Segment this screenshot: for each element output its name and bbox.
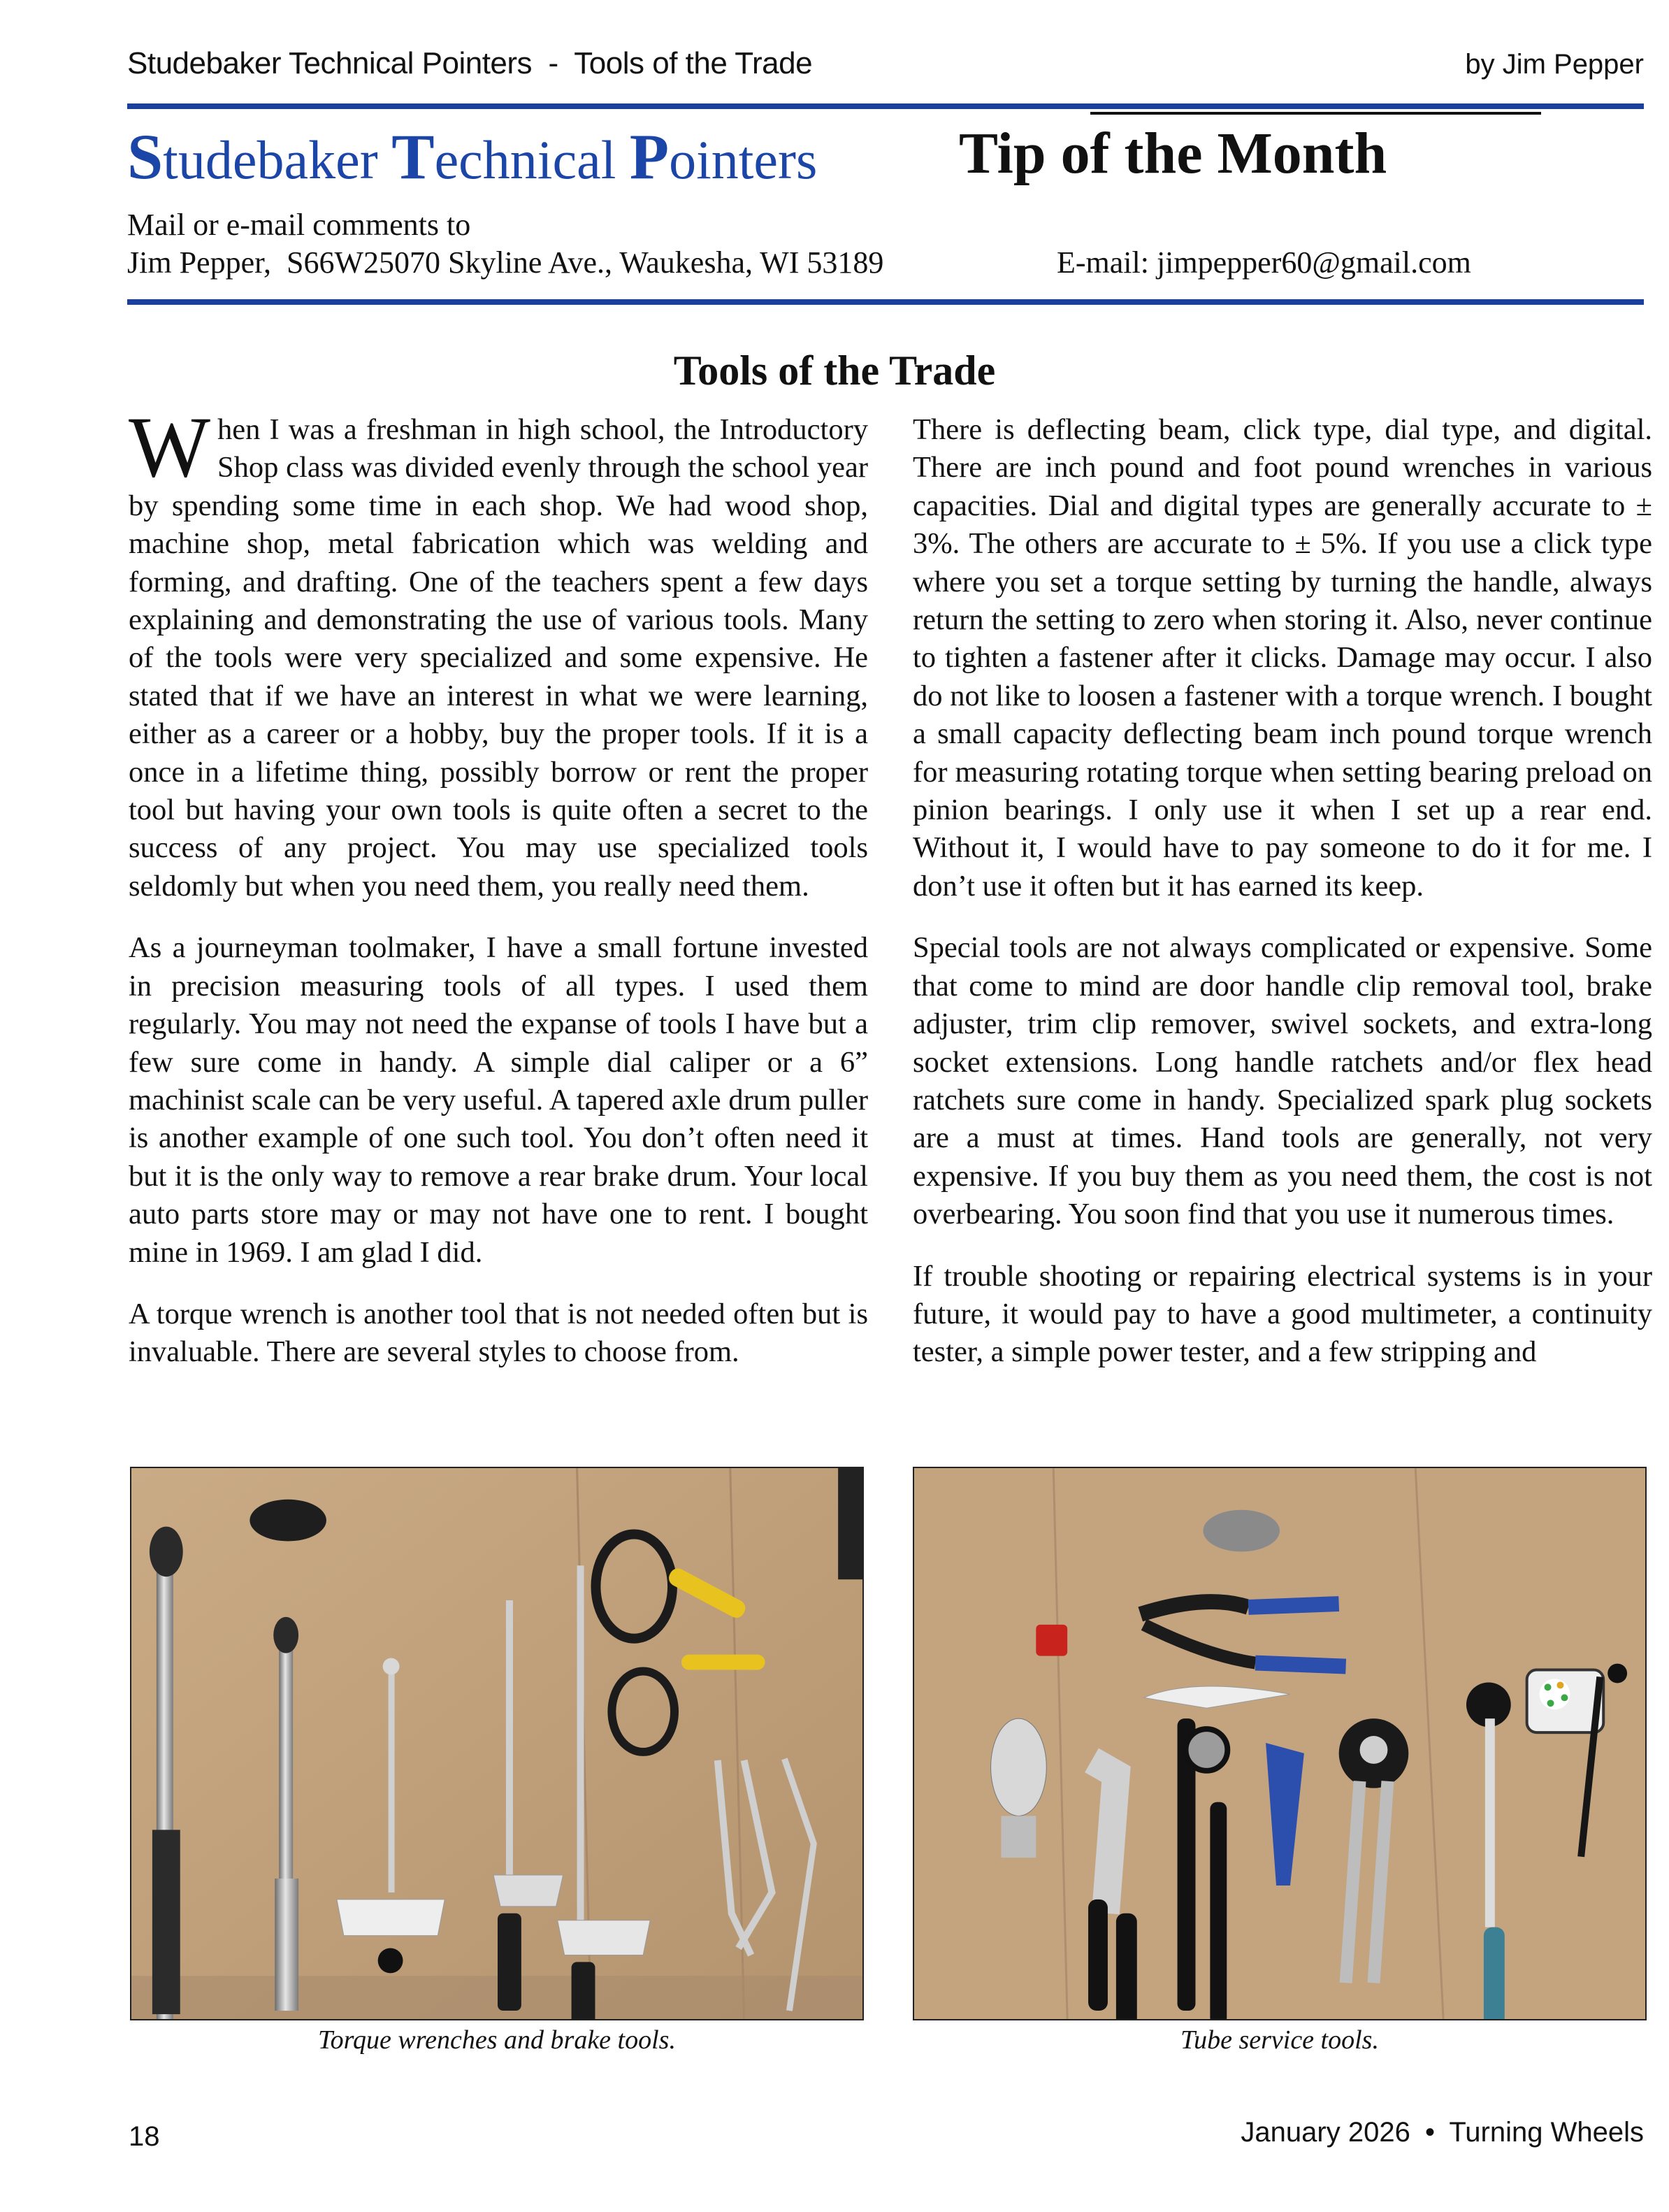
running-head [127, 46, 1644, 95]
paragraph: Special tools are not always complicated or expensive. Some that come to mind are door handle clip removal tool, brake adjuster, trim clip remover, swivel sockets, and extra-long socket extensions. Long handle ratchets and/or flex head ratchets sure come in handy. Specialized spark plug sockets are a must at times. Hand tools are generally, not very expensive. If you buy them as you need them, the cost is not overbearing. You soon find that you use it numerous times. [913, 931, 1652, 1231]
tube-service-tools-image [914, 1468, 1645, 2019]
brand-rest-3: ointers [669, 129, 818, 190]
brand-cap-p: P [629, 121, 670, 192]
column-right [913, 411, 1652, 1395]
paragraph: As a journeyman toolmaker, I have a small fortune invested in precision measuring tools of all types. I used them regularly. You may not need the expanse of tools I have but a few sure come in handy. A simple dial caliper or a 6” machinist scale can be very useful. A tapered axle drum puller is another example of one such tool. You don’t often need it but it is the only way to remove a rear brake drum. Your local auto parts store may or may not have one to rent. I bought mine in 1969. I am glad I did. [129, 931, 868, 1269]
blue-rule-top [127, 103, 1644, 109]
photo-torque-wrenches [130, 1467, 864, 2020]
page-number: 18 [129, 2121, 160, 2152]
footer-issue [1241, 2117, 1644, 2148]
caption-torque-wrenches: Torque wrenches and brake tools. [318, 2025, 676, 2055]
paragraph: There is deflecting beam, click type, dial type, and digital. There are inch pound and foot pound wrenches in various capacities. Dial and digital types are generally accurate to ± 3%. The others are accurate to ± 5%. If you use a click type where you set a torque setting by turning the handle, always return the setting to zero when storing it. Also, never continue to tighten a fastener after it clicks. Damage may occur. I also do not like to loosen a fastener with a torque wrench. I bought a small capacity deflecting beam inch pound torque wrench for measuring rotating torque when setting bearing preload on pinion bearings. I only use it when I set up a rear end. Without it, I would have to pay someone to do it for me. I don’t use it often but it has earned its keep. [913, 413, 1652, 903]
column-left [129, 399, 868, 1395]
mailing-address: Jim Pepper, S66W25070 Skyline Ave., Waukesha, WI 53189 [127, 245, 884, 280]
brand-title [127, 121, 818, 192]
issue-date: January 2026 [1241, 2117, 1410, 2148]
paragraph: A torque wrench is another tool that is not needed often but is invaluable. There are several styles to choose from. [129, 1297, 868, 1369]
brand-rest-1: tudebaker [163, 129, 392, 190]
magazine-name: Turning Wheels [1449, 2117, 1644, 2148]
photo-tube-service-tools [913, 1467, 1647, 2020]
paragraph-text: hen I was a freshman in high school, the Introductory Shop class was divided evenly through the school year by spending some time in each shop. We had wood shop, machine shop, metal fabrication which was welding and forming, and drafting. One of the teachers spent a few days explaining and demonstrating the use of various tools. Many of the tools were very specialized and some expensive. He stated that if we have an interest in what we were learning, either as a career or a hobby, buy the proper tools. If it is a once in a lifetime thing, possibly borrow or rent the proper tool but having your own tools is quite often a secret to the success of any project. You may use specialized tools seldomly but when you need them, you really need them. [129, 413, 868, 903]
brand-cap-t: T [391, 121, 435, 192]
mail-comments-line: Mail or e-mail comments to [127, 208, 471, 242]
paragraph [129, 399, 868, 905]
email-address[interactable]: E-mail: jimpepper60@gmail.com [1057, 245, 1471, 280]
paragraph: If trouble shooting or repairing electrical systems is in your future, it would pay to have a good multimeter, a continuity tester, a simple power tester, and a few stripping and [913, 1259, 1652, 1369]
byline: by Jim Pepper [1465, 49, 1644, 80]
article-title: Tools of the Trade [673, 347, 996, 394]
drop-cap: W [129, 399, 211, 495]
tip-of-month-heading: Tip of the Month [959, 121, 1387, 186]
brand-rest-2: echnical [434, 129, 630, 190]
masthead [127, 121, 1644, 292]
caption-tube-service-tools: Tube service tools. [1180, 2025, 1379, 2055]
bullet-separator: • [1424, 2117, 1435, 2148]
blue-rule-bottom [127, 299, 1644, 305]
running-head-title: Studebaker Technical Pointers - Tools of the Trade [127, 46, 813, 80]
brand-cap-s: S [127, 121, 164, 192]
torque-wrenches-image [131, 1468, 862, 2019]
